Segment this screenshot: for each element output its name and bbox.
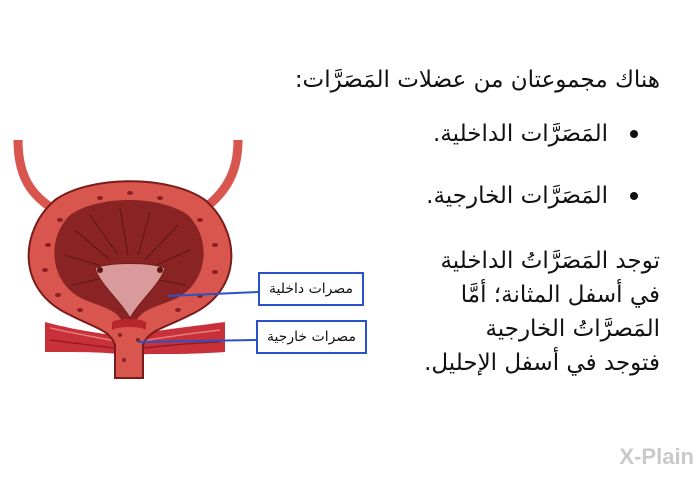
right-ureter: [205, 140, 238, 208]
heading: هناك مجموعتان من عضلات المَصَرَّات:: [294, 67, 660, 93]
label-external-sphincter: مصرات خارجية: [256, 320, 367, 354]
paragraph-line: المَصرَّاتُ الخارجية: [485, 316, 660, 342]
xplain-logo: X-Plain: [619, 444, 694, 469]
paragraph-line: توجد المَصَرَّاتُ الداخلية: [440, 248, 660, 274]
paragraph-line: فتوجد في أسفل الإحليل.: [424, 350, 660, 376]
bullet-text: المَصَرَّات الداخلية.: [433, 121, 608, 147]
ureter-opening-right: [157, 267, 163, 273]
description-paragraph: [360, 244, 660, 380]
ureter-opening-left: [97, 267, 103, 273]
left-ureter: [18, 140, 55, 210]
paragraph-line: في أسفل المثانة؛ أمَّا: [460, 282, 660, 308]
bullet-dot-icon: [630, 192, 638, 200]
label-internal-sphincter: مصرات داخلية: [258, 272, 364, 306]
bullet-text: المَصَرَّات الخارجية.: [426, 183, 608, 209]
bullet-dot-icon: [630, 130, 638, 138]
